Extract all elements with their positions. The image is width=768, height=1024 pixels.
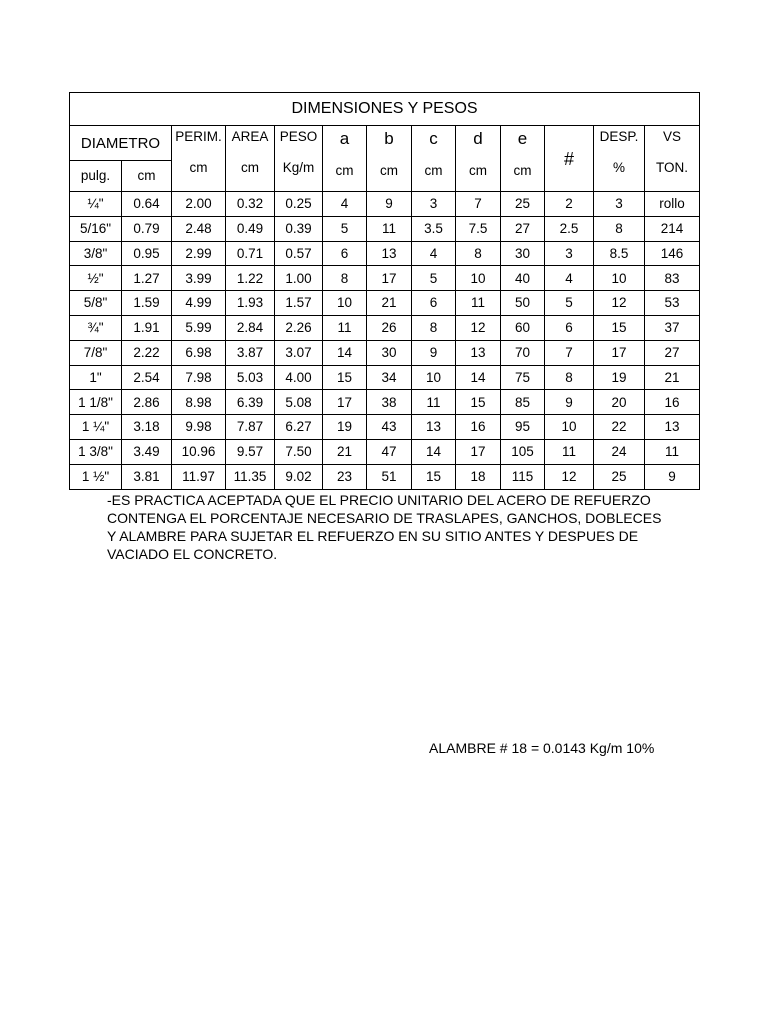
- cell-area: 1.22: [226, 266, 275, 291]
- cell-area: 0.49: [226, 216, 275, 241]
- table-row: [70, 241, 700, 266]
- cell-b: 38: [367, 390, 412, 415]
- cell-cm: 0.95: [122, 241, 172, 266]
- cell-a: 4: [323, 192, 367, 217]
- cell-e: 70: [501, 340, 545, 365]
- table-row: [70, 315, 700, 340]
- cell-c: 9: [412, 340, 456, 365]
- header-e: [501, 126, 545, 192]
- cell-e: 30: [501, 241, 545, 266]
- header-area-label: AREA: [231, 129, 269, 144]
- cell-area: 5.03: [226, 365, 275, 390]
- cell-cm: 3.18: [122, 415, 172, 440]
- cell-d: 16: [456, 415, 501, 440]
- cell-b: 30: [367, 340, 412, 365]
- cell-a: 8: [323, 266, 367, 291]
- cell-vs: 146: [645, 241, 700, 266]
- cell-desp: 15: [594, 315, 645, 340]
- cell-c: 3: [412, 192, 456, 217]
- header-vs: [645, 126, 700, 192]
- cell-hash: 7: [545, 340, 594, 365]
- cell-peso: 7.50: [275, 439, 323, 464]
- cell-c: 6: [412, 291, 456, 316]
- header-peso-unit: Kg/m: [282, 159, 315, 175]
- cell-d: 8: [456, 241, 501, 266]
- header-a-unit: cm: [335, 163, 354, 178]
- cell-area: 11.35: [226, 464, 275, 489]
- header-c-unit: cm: [424, 163, 443, 178]
- cell-hash: 2: [545, 192, 594, 217]
- cell-e: 25: [501, 192, 545, 217]
- cell-desp: 10: [594, 266, 645, 291]
- cell-pulg: 7/8": [70, 340, 122, 365]
- cell-peso: 6.27: [275, 415, 323, 440]
- cell-perim: 8.98: [172, 390, 226, 415]
- header-c: [412, 126, 456, 192]
- cell-pulg: 5/16": [70, 216, 122, 241]
- cell-e: 115: [501, 464, 545, 489]
- cell-a: 6: [323, 241, 367, 266]
- cell-desp: 24: [594, 439, 645, 464]
- cell-perim: 4.99: [172, 291, 226, 316]
- cell-d: 15: [456, 390, 501, 415]
- header-perim-label: PERIM.: [175, 129, 222, 144]
- cell-perim: 5.99: [172, 315, 226, 340]
- cell-vs: 83: [645, 266, 700, 291]
- cell-a: 23: [323, 464, 367, 489]
- table-body: [70, 192, 700, 490]
- cell-pulg: 1 1/8": [70, 390, 122, 415]
- cell-pulg: 1 ½": [70, 464, 122, 489]
- cell-perim: 11.97: [172, 464, 226, 489]
- cell-c: 8: [412, 315, 456, 340]
- cell-b: 43: [367, 415, 412, 440]
- header-desp: [594, 126, 645, 192]
- cell-cm: 2.22: [122, 340, 172, 365]
- cell-b: 17: [367, 266, 412, 291]
- cell-area: 0.71: [226, 241, 275, 266]
- cell-c: 13: [412, 415, 456, 440]
- cell-area: 2.84: [226, 315, 275, 340]
- cell-a: 19: [323, 415, 367, 440]
- cell-c: 14: [412, 439, 456, 464]
- dimensions-weights-table: [69, 92, 700, 490]
- header-e-unit: cm: [513, 163, 532, 178]
- cell-e: 85: [501, 390, 545, 415]
- cell-peso: 2.26: [275, 315, 323, 340]
- cell-peso: 0.57: [275, 241, 323, 266]
- header-diametro: DIAMETRO: [70, 126, 172, 161]
- cell-c: 15: [412, 464, 456, 489]
- cell-desp: 8.5: [594, 241, 645, 266]
- header-a-label: a: [339, 129, 350, 148]
- note-line: CONTENGA EL PORCENTAJE NECESARIO DE TRASLAPES, GANCHOS, DOBLECES: [107, 510, 662, 526]
- cell-peso: 9.02: [275, 464, 323, 489]
- cell-hash: 3: [545, 241, 594, 266]
- header-b: [367, 126, 412, 192]
- cell-vs: rollo: [645, 192, 700, 217]
- header-peso-label: PESO: [279, 129, 318, 144]
- cell-vs: 13: [645, 415, 700, 440]
- cell-perim: 6.98: [172, 340, 226, 365]
- cell-b: 51: [367, 464, 412, 489]
- header-perim: [172, 126, 226, 192]
- cell-cm: 3.49: [122, 439, 172, 464]
- cell-vs: 16: [645, 390, 700, 415]
- cell-perim: 9.98: [172, 415, 226, 440]
- table-title: DIMENSIONES Y PESOS: [70, 93, 700, 126]
- cell-a: 10: [323, 291, 367, 316]
- cell-e: 50: [501, 291, 545, 316]
- table-row: [70, 340, 700, 365]
- cell-desp: 12: [594, 291, 645, 316]
- cell-c: 3.5: [412, 216, 456, 241]
- cell-pulg: 5/8": [70, 291, 122, 316]
- cell-b: 13: [367, 241, 412, 266]
- header-perim-unit: cm: [189, 159, 208, 175]
- cell-perim: 2.00: [172, 192, 226, 217]
- cell-area: 9.57: [226, 439, 275, 464]
- cell-peso: 0.39: [275, 216, 323, 241]
- header-cm: cm: [122, 161, 172, 192]
- cell-perim: 7.98: [172, 365, 226, 390]
- cell-cm: 1.27: [122, 266, 172, 291]
- table-row: [70, 390, 700, 415]
- cell-desp: 20: [594, 390, 645, 415]
- cell-desp: 17: [594, 340, 645, 365]
- cell-peso: 5.08: [275, 390, 323, 415]
- header-desp-unit: %: [612, 159, 625, 175]
- cell-pulg: ½": [70, 266, 122, 291]
- cell-d: 18: [456, 464, 501, 489]
- cell-hash: 11: [545, 439, 594, 464]
- cell-d: 17: [456, 439, 501, 464]
- wire-note: ALAMBRE # 18 = 0.0143 Kg/m 10%: [429, 740, 655, 756]
- dimensions-weights-table-wrap: [69, 92, 699, 490]
- header-d-label: d: [473, 129, 483, 148]
- cell-desp: 3: [594, 192, 645, 217]
- cell-hash: 10: [545, 415, 594, 440]
- cell-b: 47: [367, 439, 412, 464]
- cell-cm: 1.91: [122, 315, 172, 340]
- cell-b: 26: [367, 315, 412, 340]
- header-c-label: c: [429, 129, 438, 148]
- cell-cm: 2.86: [122, 390, 172, 415]
- table-row: [70, 439, 700, 464]
- cell-area: 7.87: [226, 415, 275, 440]
- cell-desp: 25: [594, 464, 645, 489]
- table-row: [70, 365, 700, 390]
- header-desp-label: DESP.: [599, 129, 639, 144]
- header-d-unit: cm: [469, 163, 487, 178]
- header-pulg: pulg.: [70, 161, 122, 192]
- cell-c: 10: [412, 365, 456, 390]
- cell-vs: 27: [645, 340, 700, 365]
- cell-vs: 21: [645, 365, 700, 390]
- cell-d: 13: [456, 340, 501, 365]
- cell-area: 1.93: [226, 291, 275, 316]
- cell-e: 60: [501, 315, 545, 340]
- cell-desp: 22: [594, 415, 645, 440]
- cell-hash: 8: [545, 365, 594, 390]
- cell-b: 9: [367, 192, 412, 217]
- table-row: [70, 415, 700, 440]
- cell-peso: 1.00: [275, 266, 323, 291]
- cell-cm: 1.59: [122, 291, 172, 316]
- cell-a: 15: [323, 365, 367, 390]
- cell-vs: 9: [645, 464, 700, 489]
- cell-e: 95: [501, 415, 545, 440]
- cell-d: 7: [456, 192, 501, 217]
- cell-pulg: 1 3/8": [70, 439, 122, 464]
- cell-perim: 3.99: [172, 266, 226, 291]
- cell-pulg: 3/8": [70, 241, 122, 266]
- cell-cm: 3.81: [122, 464, 172, 489]
- cell-peso: 4.00: [275, 365, 323, 390]
- table-row: [70, 192, 700, 217]
- cell-hash: 5: [545, 291, 594, 316]
- cell-perim: 2.48: [172, 216, 226, 241]
- header-area: [226, 126, 275, 192]
- header-e-label: e: [517, 129, 528, 148]
- header-vs-label: VS: [663, 129, 682, 144]
- cell-e: 27: [501, 216, 545, 241]
- cell-c: 4: [412, 241, 456, 266]
- cell-pulg: 1 ¼": [70, 415, 122, 440]
- cell-d: 11: [456, 291, 501, 316]
- cell-hash: 2.5: [545, 216, 594, 241]
- note-paragraph: [107, 491, 687, 563]
- cell-area: 6.39: [226, 390, 275, 415]
- cell-area: 3.87: [226, 340, 275, 365]
- cell-vs: 214: [645, 216, 700, 241]
- header-hash: #: [545, 126, 594, 192]
- cell-c: 11: [412, 390, 456, 415]
- note-line: Y ALAMBRE PARA SUJETAR EL REFUERZO EN SU SITIO ANTES Y DESPUES DE: [107, 528, 639, 544]
- cell-c: 5: [412, 266, 456, 291]
- table-row: [70, 216, 700, 241]
- cell-hash: 6: [545, 315, 594, 340]
- cell-a: 11: [323, 315, 367, 340]
- cell-cm: 2.54: [122, 365, 172, 390]
- cell-peso: 3.07: [275, 340, 323, 365]
- cell-a: 17: [323, 390, 367, 415]
- cell-d: 12: [456, 315, 501, 340]
- cell-cm: 0.64: [122, 192, 172, 217]
- cell-hash: 12: [545, 464, 594, 489]
- cell-pulg: ¾": [70, 315, 122, 340]
- cell-d: 7.5: [456, 216, 501, 241]
- table-row: [70, 464, 700, 489]
- cell-desp: 19: [594, 365, 645, 390]
- cell-d: 10: [456, 266, 501, 291]
- cell-a: 21: [323, 439, 367, 464]
- header-b-label: b: [384, 129, 394, 148]
- table-row: [70, 291, 700, 316]
- cell-vs: 11: [645, 439, 700, 464]
- cell-peso: 0.25: [275, 192, 323, 217]
- note-line: -ES PRACTICA ACEPTADA QUE EL PRECIO UNITARIO DEL ACERO DE REFUERZO: [107, 492, 651, 508]
- cell-b: 34: [367, 365, 412, 390]
- cell-vs: 37: [645, 315, 700, 340]
- cell-a: 14: [323, 340, 367, 365]
- cell-vs: 53: [645, 291, 700, 316]
- header-peso: [275, 126, 323, 192]
- table-row: [70, 266, 700, 291]
- cell-d: 14: [456, 365, 501, 390]
- header-b-unit: cm: [380, 163, 398, 178]
- cell-area: 0.32: [226, 192, 275, 217]
- cell-peso: 1.57: [275, 291, 323, 316]
- cell-e: 75: [501, 365, 545, 390]
- header-vs-unit: TON.: [656, 159, 689, 175]
- cell-hash: 4: [545, 266, 594, 291]
- cell-pulg: ¼": [70, 192, 122, 217]
- cell-perim: 10.96: [172, 439, 226, 464]
- cell-b: 11: [367, 216, 412, 241]
- note-line: VACIADO EL CONCRETO.: [107, 546, 278, 562]
- cell-e: 105: [501, 439, 545, 464]
- cell-pulg: 1": [70, 365, 122, 390]
- cell-b: 21: [367, 291, 412, 316]
- header-d: [456, 126, 501, 192]
- cell-desp: 8: [594, 216, 645, 241]
- header-a: [323, 126, 367, 192]
- cell-e: 40: [501, 266, 545, 291]
- header-area-unit: cm: [241, 159, 259, 175]
- cell-hash: 9: [545, 390, 594, 415]
- cell-cm: 0.79: [122, 216, 172, 241]
- cell-a: 5: [323, 216, 367, 241]
- cell-perim: 2.99: [172, 241, 226, 266]
